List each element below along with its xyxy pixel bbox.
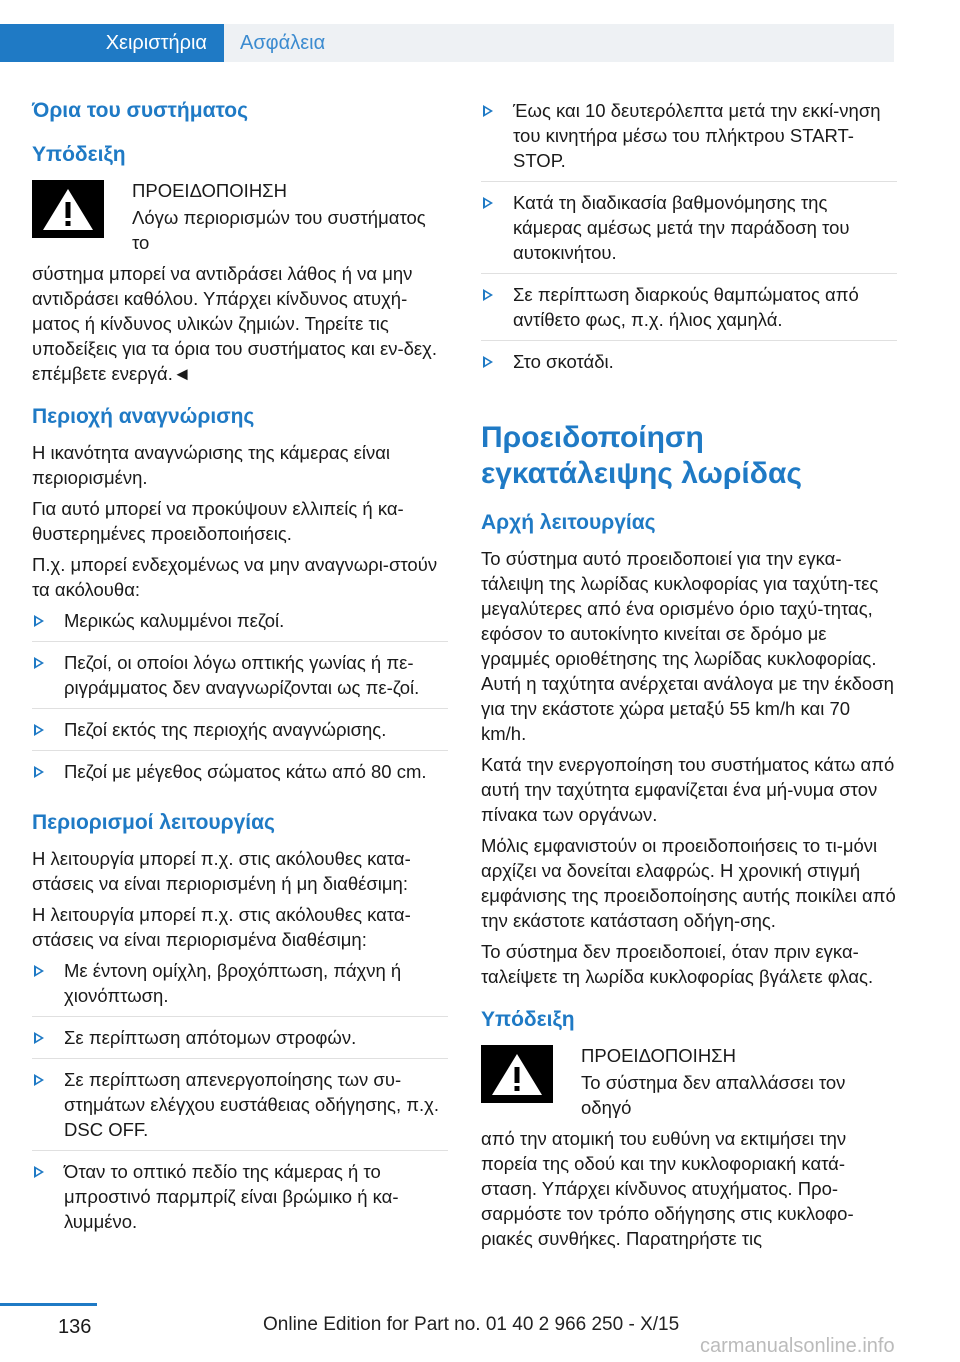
warning-icon (32, 180, 104, 238)
warning-block (481, 1043, 897, 1120)
right-column (481, 98, 897, 1257)
warning-label: ΠΡΟΕΙΔΟΠΟΙΗΣΗ (132, 180, 287, 201)
triangle-bullet-icon (483, 289, 493, 301)
list-item: Έως και 10 δευτερόλεπτα μετά την εκκί-νηση του κινητήρα μέσω του πλήκτρου START-STOP. (481, 98, 897, 182)
paragraph: Κατά την ενεργοποίηση του συστήματος κάτω από αυτή την ταχύτητα εμφανίζεται ένα μή-νυμα στον πίνακα των οργάνων. (481, 754, 895, 825)
warning-text: σύστημα μπορεί να αντιδράσει λάθος ή να μην αντιδράσει καθόλου. Υπάρχει κίνδυνος ατυχή-ματος ή κίνδυνος υλικών ζημιών. Τηρείτε τις υποδείξεις για τα όρια του συστήματος και εν-δεχ. επέμβετε ενεργά.◄ (32, 263, 438, 384)
triangle-bullet-icon (483, 356, 493, 368)
triangle-bullet-icon (34, 965, 44, 977)
list-item: Μερικώς καλυμμένοι πεζοί. (32, 608, 448, 642)
warning-block (32, 178, 448, 255)
heading-function-limits: Περιορισμοί λειτουργίας (32, 811, 275, 834)
function-limits-list (32, 958, 448, 1242)
triangle-bullet-icon (34, 724, 44, 736)
paragraph: Το σύστημα αυτό προειδοποιεί για την εγκα-τάλειψη της λωρίδας κυκλοφορίας για ταχύτη-τες μεγαλύτερες από ένα ορισμένο όριο ταχύ-τητας, εφόσον το αυτοκίνητο κινείται σε δρόμο με γραμμές οριοθέτησης της λωρίδας κυκλοφορίας. Αυτή η ταχύτητα ανέρχεται ανάλογα με την έκδοση για την εκάστοτε χώρα μεταξύ 55 km/h και 70 km/h. (481, 548, 894, 744)
list-item: Πεζοί με μέγεθος σώματος κάτω από 80 cm. (32, 759, 448, 792)
warning-label: ΠΡΟΕΙΔΟΠΟΙΗΣΗ (581, 1045, 736, 1066)
list-item: Πεζοί εκτός της περιοχής αναγνώρισης. (32, 717, 448, 751)
triangle-bullet-icon (34, 657, 44, 669)
triangle-bullet-icon (483, 197, 493, 209)
note-title: Υπόδειξη (32, 143, 126, 166)
triangle-bullet-icon (34, 766, 44, 778)
list-item: Κατά τη διαδικασία βαθμονόμησης της κάμερας αμέσως μετά την παράδοση του αυτοκινήτου. (481, 190, 897, 274)
edition-info: Online Edition for Part no. 01 40 2 966 250 - X/15 (263, 1314, 680, 1335)
list-item: Σε περίπτωση απενεργοποίησης των συ-στημάτων ελέγχου ευστάθειας οδήγησης, π.χ. DSC OFF. (32, 1067, 448, 1151)
triangle-bullet-icon (34, 1032, 44, 1044)
heading-lane-departure-warning: Προειδοποίηση εγκατάλειψης λωρίδας (481, 421, 803, 490)
warning-first-line: Λόγω περιορισμών του συστήματος το (132, 207, 426, 253)
tab-controls[interactable]: Χειριστήρια (0, 24, 224, 62)
note-title: Υπόδειξη (481, 1008, 575, 1031)
paragraph: Π.χ. μπορεί ενδεχομένως να μην αναγνωρι-στούν τα ακόλουθα: (32, 554, 438, 600)
page-number: 136 (58, 1316, 92, 1338)
list-item: Πεζοί, οι οποίοι λόγω οπτικής γωνίας ή πε-ριγράμματος δεν αναγνωρίζονται ως πε-ζοί. (32, 650, 448, 709)
triangle-bullet-icon (34, 615, 44, 627)
tab-safety[interactable]: Ασφάλεια (224, 24, 894, 62)
list-item: Σε περίπτωση διαρκούς θαμπώματος από αντίθετο φως, π.χ. ήλιος χαμηλά. (481, 282, 897, 341)
warning-text: από την ατομική του ευθύνη να εκτιμήσει την πορεία της οδού και την κυκλοφοριακή κατά-σταση. Υπάρχει κίνδυνος ατυχήματος. Προ-σαρμόστε τον τρόπο οδήγησης στις κυκλοφο-ριακές συνθήκες. Παρατηρήστε τις (481, 1128, 854, 1249)
warning-icon (481, 1045, 553, 1103)
watermark: carmanualsonline.info (700, 1335, 895, 1357)
paragraph: Η λειτουργία μπορεί π.χ. στις ακόλουθες κατα-στάσεις να είναι περιορισμένα διαθέσιμη: (32, 904, 411, 950)
function-limits-list-continued (481, 98, 897, 382)
warning-first-line: Το σύστημα δεν απαλλάσσει τον οδηγό (581, 1072, 846, 1118)
heading-operating-principle: Αρχή λειτουργίας (481, 511, 656, 534)
detection-list (32, 608, 448, 792)
list-item: Όταν το οπτικό πεδίο της κάμερας ή το μπροστινό παρμπρίζ είναι βρώμικο ή κα-λυμμένο. (32, 1159, 448, 1242)
paragraph: Η ικανότητα αναγνώρισης της κάμερας είναι περιορισμένη. (32, 442, 391, 488)
list-item: Με έντονη ομίχλη, βροχόπτωση, πάχνη ή χιονόπτωση. (32, 958, 448, 1017)
heading-detection-area: Περιοχή αναγνώρισης (32, 405, 255, 428)
paragraph: Για αυτό μπορεί να προκύψουν ελλιπείς ή κα-θυστερημένες προειδοποιήσεις. (32, 498, 404, 544)
left-column (32, 98, 448, 1250)
footer-rule (0, 1303, 97, 1306)
triangle-bullet-icon (34, 1166, 44, 1178)
paragraph: Το σύστημα δεν προειδοποιεί, όταν πριν εγκα-ταλείψετε τη λωρίδα κυκλοφορίας βγάλετε φλας. (481, 941, 874, 987)
list-item: Σε περίπτωση απότομων στροφών. (32, 1025, 448, 1059)
triangle-bullet-icon (34, 1074, 44, 1086)
paragraph: Η λειτουργία μπορεί π.χ. στις ακόλουθες κατα-στάσεις να είναι περιορισμένη ή μη διαθέσιμη: (32, 848, 411, 894)
heading-system-limits: Όρια του συστήματος (32, 99, 249, 122)
header-tabs (0, 0, 960, 62)
list-item: Στο σκοτάδι. (481, 349, 897, 382)
triangle-bullet-icon (483, 105, 493, 117)
paragraph: Μόλις εμφανιστούν οι προειδοποιήσεις το τι-μόνι αρχίζει να δονείται ελαφρώς. Η χρονική στιγμή εμφάνισης της προειδοποίησης αυτής ποικίλει από την εκάστοτε κατάσταση οδήγη-σης. (481, 835, 896, 931)
